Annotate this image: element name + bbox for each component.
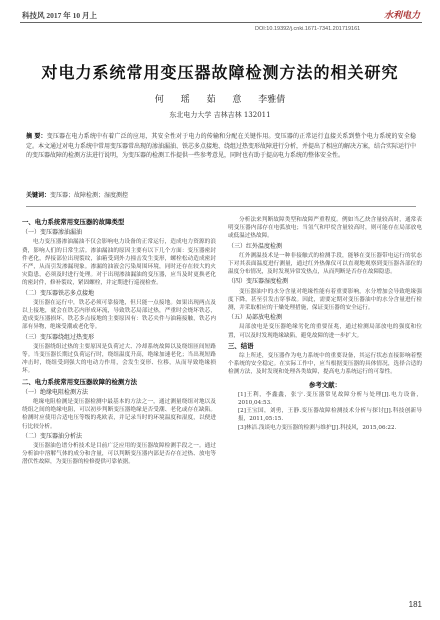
paragraph: 变压器绕组过热的主要原因是负荷过大、冷却系统故障以及绕组匝间短路等。当变压器长期过负荷运行时，绕组温度升高，绝缘加速老化；当出现短路冲击时，绕组受到强大的电动力作用，会发生变形、位移，从而导致绝缘损坏。	[22, 343, 216, 375]
author-3: 李雅倩	[258, 95, 286, 105]
subsection-heading: （二）变压器油分析法	[22, 432, 83, 440]
affiliation: 东北电力大学 吉林吉林 132011	[169, 111, 271, 119]
left-column	[22, 216, 216, 467]
keywords-rule	[26, 206, 416, 207]
paragraph: 变压器油色谱分析技术是目前广泛应用的变压器故障检测手段之一。通过分析油中溶解气体的成分和含量，可以判断变压器内部是否存在过热、放电等潜伏性故障，为变压器的检修提供可靠依据。	[22, 443, 216, 466]
article-title: 对电力系统常用变压器故障检测方法的相关研究	[41, 63, 399, 82]
section-heading: 一、电力系统常用变压器的故障类型	[22, 219, 125, 226]
paragraph: 局部放电是变压器绝缘劣化的重要征兆，通过检测局部放电的强度和位置，可以及时发现绝缘缺陷，避免故障的进一步扩大。	[228, 324, 422, 339]
abstract-text: 变压器在电力系统中有着广泛的应用，其安全性对于电力的传输和分配在关键作用。变压器的正常运行直接关系到整个电力系统的安全稳定。本文通过对电力系统中常用变压器常出现的渗油漏油、铁芯多点接地、绕组过热变形故障进行分析，并提出了相应的解决方案，结合实际运行中的变压器故障的检测方法进行说明，为变压器的检测工作提供一些参考意见，同时也有助于提高电力系统的整体安全性。	[26, 133, 417, 159]
subsection-heading: （二）变压器铁芯多点接地	[22, 289, 95, 297]
keywords-text: 变压器；故障检测；湿度测控	[50, 192, 129, 199]
references-heading: 参考文献：	[309, 380, 341, 389]
author-1: 何 瑶	[154, 95, 190, 105]
subsection-heading: （三）红外温度检测	[228, 242, 283, 250]
subsection-heading: （三）变压器绕组过热变形	[22, 333, 95, 341]
paragraph: 变压器油中的水分含量对绝缘性能有着重要影响，水分增加会导致绝缘强度下降，甚至引发击穿事故。因此，需要定期对变压器油中的水分含量进行检测，并采取相应的干燥处理措施，保证变压器的安全运行。	[228, 288, 422, 312]
reference-item: [3]林洁.浅谈电力变压器的检测与维护[J].科技风，2015,06:22.	[238, 424, 397, 431]
right-column	[228, 216, 422, 432]
page-number: 181	[408, 600, 422, 609]
journal-section: 水利电力	[383, 10, 420, 20]
reference-item: [2]王宝国，刘勇，王静.变压器故障检测技术分析与探讨[J].科技创新导报，2011,05:15.	[238, 408, 422, 423]
paragraph: 绝缘电阻检测是变压器检测中最基本的方法之一，通过测量绕组对地以及绕组之间的绝缘电阻，可以初步判断变压器绝缘是否受潮、老化或存在缺陷。检测时应使用合适电压等级的兆欧表，并记录当时的环境温度和湿度，以便进行比较分析。	[22, 399, 216, 430]
subsection-heading: （五）局部放电检测	[228, 314, 283, 322]
paragraph: 红外测温技术是一种非接触式的检测手段，能够在变压器带电运行的状态下对其表面温度进行测量，通过红外热像仪可以直观地观察到变压器各部位的温度分布情况，及时发现异常发热点，从而判断是否存在故障隐患。	[228, 252, 422, 276]
section-heading: 三、结语	[228, 342, 254, 350]
reference-item: [1]王利，李鑫鑫，张宁.变压器常见故障分析与处理[J].电力设备，2010,04:53.	[238, 391, 422, 407]
author-2: 茹 意	[206, 95, 242, 105]
header-rule	[20, 22, 422, 23]
authors	[0, 92, 440, 105]
doi: DOI:10.19392/j.cnki.1671-7341.201719161	[255, 26, 361, 32]
paragraph: 综上所述，变压器作为电力系统中的重要设备，其运行状态直接影响着整个系统的安全稳定。在实际工作中，应当根据变压器的具体情况，选择合适的检测方法，及时发现和处理各类故障，提高电力系统运行的可靠性。	[228, 353, 422, 376]
paragraph: 电力变压器渗油漏油不仅会影响电力设备的正常运行，造成电力资源的浪费，影响人们的日常生活。渗油漏油的原因主要有以下几个方面：变压器密封件老化，焊接部位出现裂纹，油箱受到外力撞击发生变形，螺栓松动造成密封不严，从而引发渗漏现象。渗漏的油液会污染周围环境，同时还存在较大的火灾隐患，必须及时进行处理。对于出现渗油漏油的变压器，应当及时更换老化的密封件，修补裂纹，紧固螺栓，并定期进行巡视检查。	[22, 239, 216, 287]
paragraph: 变压器在运行中，铁芯必须可靠接地，但只能一点接地。如果出现两点及以上接地，就会在铁芯内形成环流，导致铁芯局部过热，严重时会烧坏铁芯，造成变压器损坏。铁芯多点接地的主要原因有：铁芯夹件与油箱接触，铁芯内部有异物，绝缘受潮或老化等。	[22, 299, 216, 331]
keywords	[26, 190, 416, 199]
section-heading: 二、电力系统常用变压器故障的检测方法	[22, 378, 138, 386]
subsection-heading: （四）变压器湿度检测	[228, 278, 289, 286]
keywords-label: 关键词：	[26, 192, 51, 199]
paragraph: 分析法来判断故障类型和故障严重程度。例如当乙炔含量较高时，通常表明变压器内部存在电弧放电；当氢气和甲烷含量较高时，则可能存在局部放电或低温过热故障。	[228, 217, 422, 240]
abstract-label: 摘 要：	[26, 133, 47, 140]
subsection-heading: （一）绝缘电阻检测方法	[22, 388, 89, 396]
journal-issue: 科技风 2017 年 10 月上	[22, 11, 97, 20]
subsection-heading: （一）变压器渗油漏油	[22, 229, 83, 237]
abstract	[26, 132, 416, 161]
